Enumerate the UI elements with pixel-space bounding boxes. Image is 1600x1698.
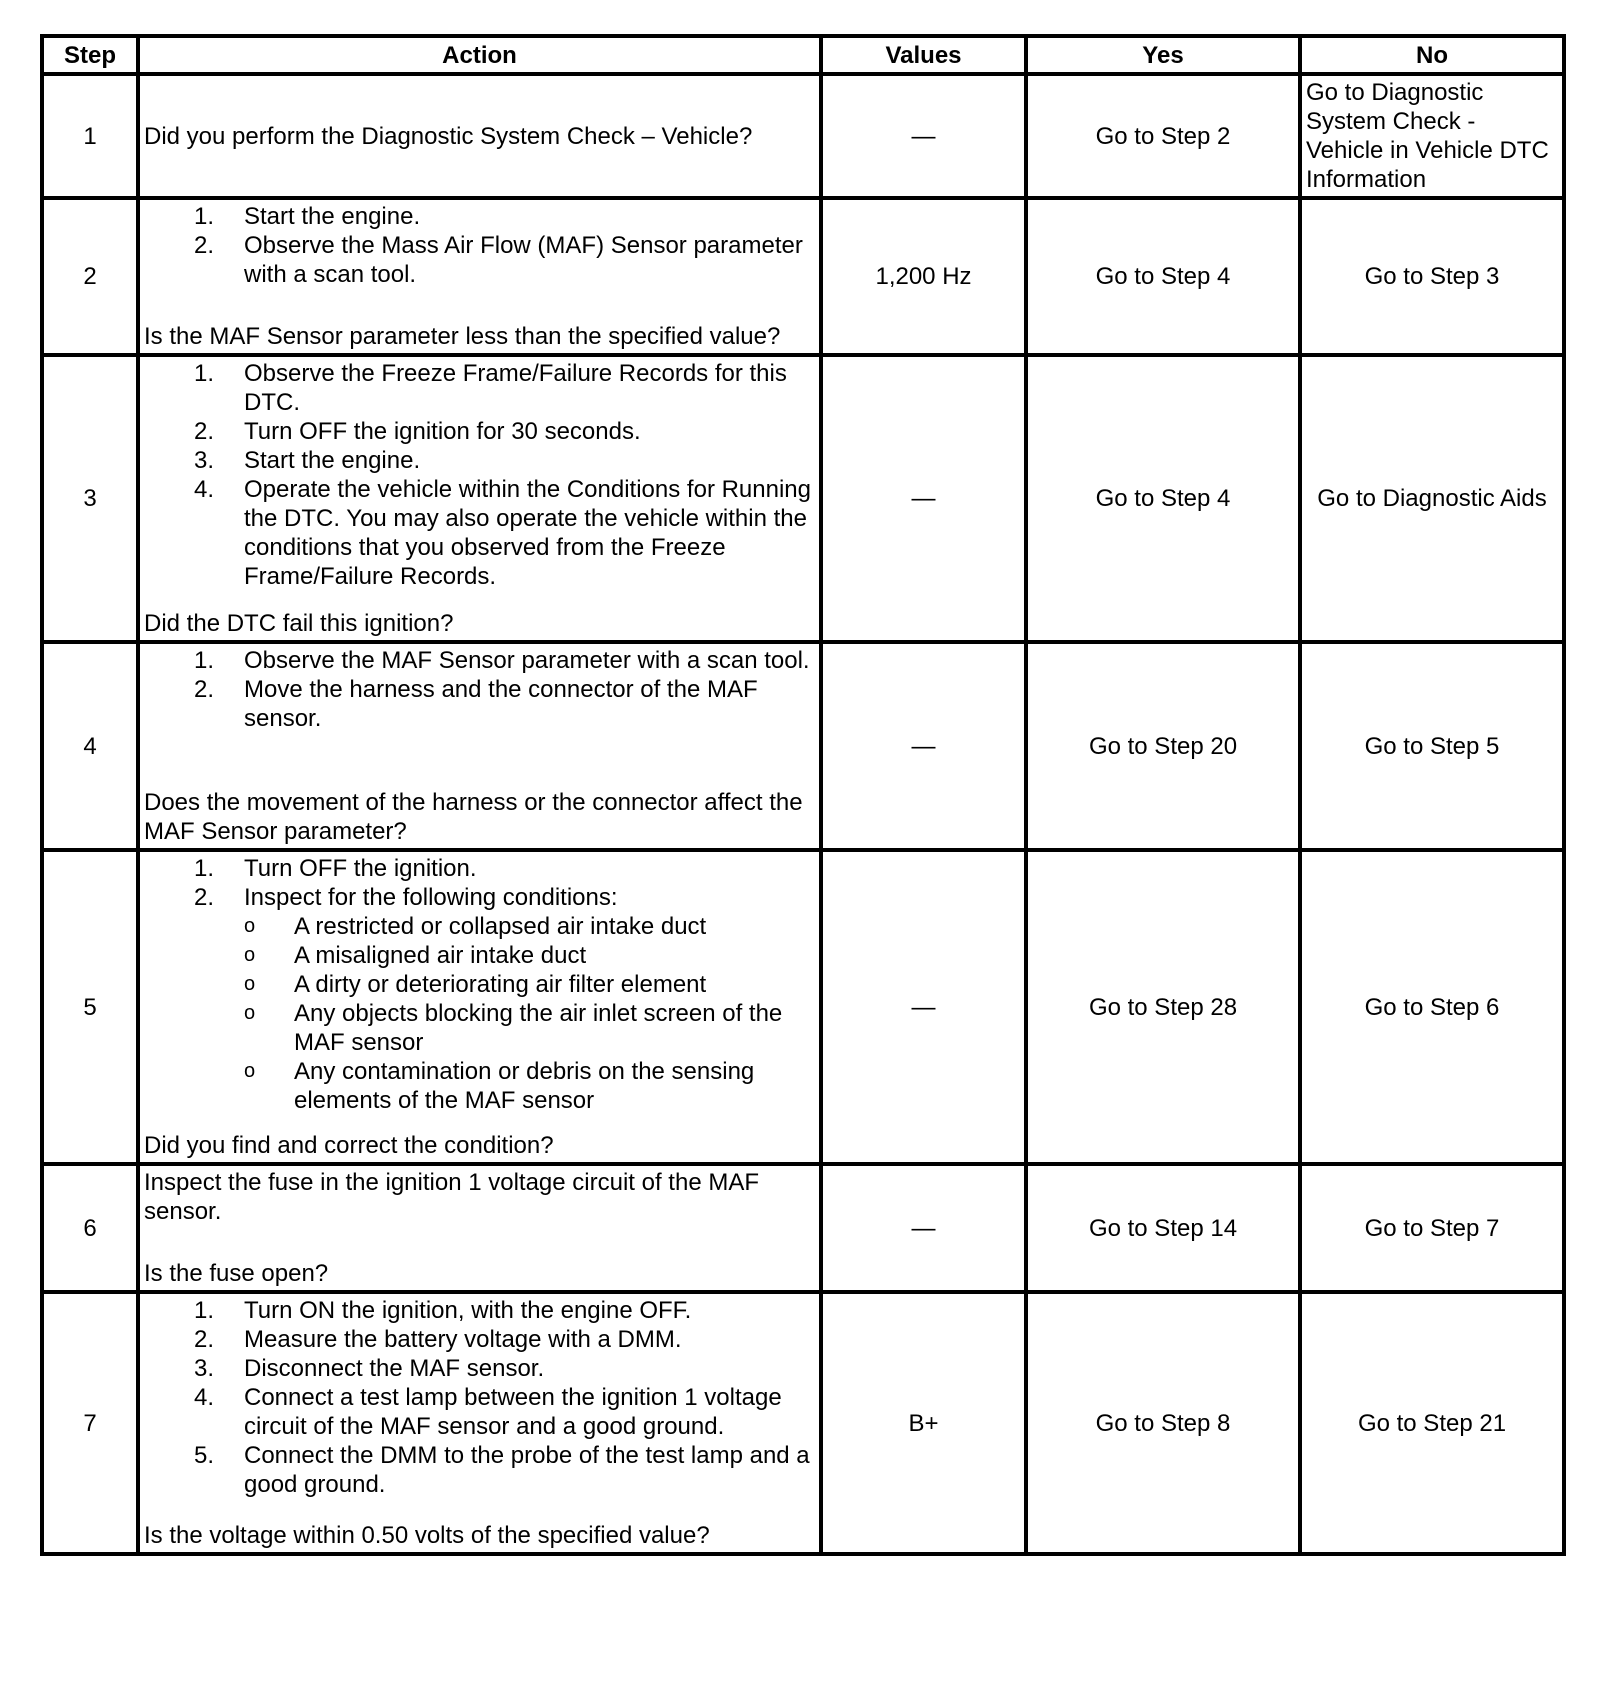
header-yes: Yes: [1026, 36, 1300, 74]
action-question: Is the voltage within 0.50 volts of the specified value?: [144, 1522, 710, 1549]
table-row: [42, 850, 1564, 1164]
action-question: Is the fuse open?: [144, 1260, 329, 1287]
list-item: 1. Start the engine.: [194, 203, 421, 230]
list-item: 3. Start the engine.: [194, 447, 421, 474]
action-steps: [144, 359, 815, 591]
yes-cell: Go to Step 20: [1026, 642, 1300, 850]
table-row: [42, 74, 1564, 198]
action-cell: [138, 198, 821, 355]
action-steps: [144, 1296, 815, 1499]
bullet-icon: o: [244, 1060, 256, 1082]
list-item: o A restricted or collapsed air intake duct: [244, 913, 707, 940]
no-cell: Go to Step 5: [1300, 642, 1564, 850]
table-row: [42, 642, 1564, 850]
action-question: Did you perform the Diagnostic System Check – Vehicle?: [144, 122, 753, 150]
no-cell: Go to Step 3: [1300, 198, 1564, 355]
step-number: 3: [42, 355, 138, 642]
header-row: [42, 36, 1564, 74]
no-cell: Go to Step 7: [1300, 1164, 1564, 1292]
list-item: 5. Connect the DMM to the probe of the test lamp and a good ground.: [194, 1442, 810, 1498]
list-item: 1. Turn ON the ignition, with the engine OFF.: [194, 1297, 692, 1324]
yes-cell: Go to Step 28: [1026, 850, 1300, 1164]
list-item: o A misaligned air intake duct: [244, 942, 587, 969]
value-cell: —: [821, 850, 1026, 1164]
list-item: 2. Observe the Mass Air Flow (MAF) Sensor parameter with a scan tool.: [194, 232, 803, 288]
table-row: [42, 198, 1564, 355]
bullet-icon: o: [244, 973, 256, 995]
step-number: 2: [42, 198, 138, 355]
step-number: 1: [42, 74, 138, 198]
step-number: 5: [42, 850, 138, 1164]
no-cell: Go to Diagnostic System Check - Vehicle in Vehicle DTC Information: [1300, 74, 1564, 198]
list-item: o Any contamination or debris on the sensing elements of the MAF sensor: [244, 1058, 755, 1114]
action-steps: [144, 202, 815, 289]
yes-cell: Go to Step 14: [1026, 1164, 1300, 1292]
list-item: 2. Turn OFF the ignition for 30 seconds.: [194, 418, 641, 445]
bullet-icon: o: [244, 915, 256, 937]
list-item: o Any objects blocking the air inlet screen of the MAF sensor: [244, 1000, 783, 1056]
value-cell: B+: [821, 1292, 1026, 1554]
table-row: [42, 355, 1564, 642]
action-cell: [138, 355, 821, 642]
list-item: 2. Measure the battery voltage with a DMM.: [194, 1326, 682, 1353]
action-cell: [138, 74, 821, 198]
list-item: 4. Operate the vehicle within the Conditions for Running the DTC. You may also operate the vehicle within the conditions that you observed from the Freeze Frame/Failure Records.: [194, 476, 811, 590]
no-cell: Go to Diagnostic Aids: [1300, 355, 1564, 642]
action-cell: [138, 642, 821, 850]
action-question: Is the MAF Sensor parameter less than the specified value?: [144, 323, 781, 350]
header-values: Values: [821, 36, 1026, 74]
action-intro: Inspect the fuse in the ignition 1 voltage circuit of the MAF sensor.: [144, 1169, 759, 1225]
bullet-icon: o: [244, 1002, 256, 1024]
step-number: 4: [42, 642, 138, 850]
header-action: Action: [138, 36, 821, 74]
action-cell: [138, 1292, 821, 1554]
step-number: 6: [42, 1164, 138, 1292]
value-cell: —: [821, 355, 1026, 642]
step-number: 7: [42, 1292, 138, 1554]
value-cell: 1,200 Hz: [821, 198, 1026, 355]
header-step: Step: [42, 36, 138, 74]
action-cell: [138, 850, 821, 1164]
no-cell: Go to Step 6: [1300, 850, 1564, 1164]
list-item: o A dirty or deteriorating air filter element: [244, 971, 707, 998]
list-item: 2. Move the harness and the connector of the MAF sensor.: [194, 676, 758, 732]
table-row: [42, 1292, 1564, 1554]
value-cell: —: [821, 642, 1026, 850]
diagnostic-table: [40, 34, 1566, 1556]
list-item: 3. Disconnect the MAF sensor.: [194, 1355, 545, 1382]
bullet-icon: o: [244, 944, 256, 966]
action-cell: [138, 1164, 821, 1292]
yes-cell: Go to Step 4: [1026, 355, 1300, 642]
action-steps: [144, 854, 815, 912]
list-item: 2. Inspect for the following conditions:: [194, 884, 618, 911]
table-row: [42, 1164, 1564, 1292]
no-cell: Go to Step 21: [1300, 1292, 1564, 1554]
yes-cell: Go to Step 8: [1026, 1292, 1300, 1554]
condition-list: [144, 912, 815, 1115]
value-cell: —: [821, 74, 1026, 198]
header-no: No: [1300, 36, 1564, 74]
yes-cell: Go to Step 2: [1026, 74, 1300, 198]
yes-cell: Go to Step 4: [1026, 198, 1300, 355]
action-question: Did you find and correct the condition?: [144, 1132, 554, 1159]
list-item: 1. Observe the Freeze Frame/Failure Records for this DTC.: [194, 360, 787, 416]
action-question: Does the movement of the harness or the connector affect the MAF Sensor parameter?: [144, 789, 803, 845]
action-question: Did the DTC fail this ignition?: [144, 610, 454, 637]
list-item: 1. Turn OFF the ignition.: [194, 855, 477, 882]
action-steps: [144, 646, 815, 733]
value-cell: —: [821, 1164, 1026, 1292]
list-item: 1. Observe the MAF Sensor parameter with a scan tool.: [194, 647, 810, 674]
list-item: 4. Connect a test lamp between the ignition 1 voltage circuit of the MAF sensor and a good ground.: [194, 1384, 782, 1440]
